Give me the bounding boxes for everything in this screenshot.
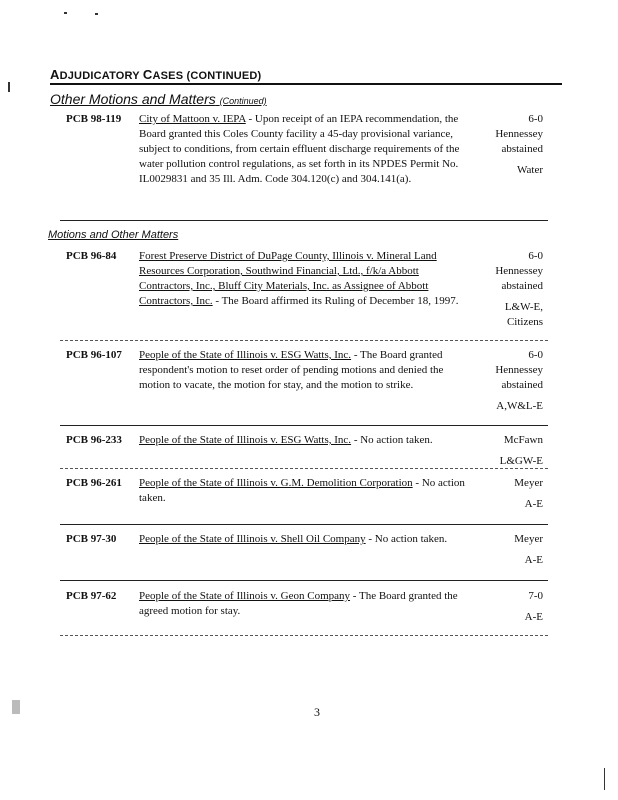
- vote-count: 7-0: [528, 590, 543, 602]
- section-heading: [50, 67, 261, 82]
- case-number: PCB 96-261: [66, 477, 122, 489]
- subsection-note: (Continued): [219, 96, 267, 106]
- case-category: Water: [517, 164, 543, 176]
- case-action: - Upon receipt of an IEPA recommendation, the Board granted this Coles County facility a 45-day provisional variance, subject to conditions, from certain effluent discharge requirements of the water pollution control regulations, as set forth in its NPDES Permit No. IL0029831 and 35 Ill. Adm. Code 304.120(c) and 304.141(a).: [139, 113, 460, 185]
- case-parties: People of the State of Illinois v. Geon Company: [139, 590, 351, 602]
- case-vote: [453, 433, 543, 469]
- subsection-heading-motions-other: Motions and Other Matters: [48, 229, 179, 241]
- case-number: PCB 96-107: [66, 349, 122, 361]
- row-divider: [60, 220, 548, 221]
- case-vote: [453, 589, 543, 625]
- case-category: A,W&L-E: [496, 400, 543, 412]
- case-vote: [453, 249, 543, 330]
- case-parties: City of Mattoon v. IEPA: [139, 113, 246, 125]
- subsection-heading-other-motions: [50, 91, 267, 107]
- case-vote: [453, 476, 543, 512]
- case-action: - The Board granted the agreed motion for stay.: [139, 590, 458, 617]
- case-action: - No action taken.: [365, 533, 448, 545]
- vote-count: McFawn: [503, 434, 543, 446]
- heading-suffix: (CONTINUED): [186, 70, 262, 82]
- case-action: - No action taken.: [351, 434, 433, 446]
- subsection-title: Other Motions and Matters: [50, 91, 216, 107]
- row-divider: [60, 635, 548, 636]
- vote-count: 6-0: [528, 250, 543, 262]
- case-category: A-E: [524, 498, 543, 510]
- vote-count: Meyer: [514, 533, 543, 545]
- case-vote: [453, 112, 543, 178]
- scan-speck: [64, 12, 67, 14]
- case-parties: People of the State of Illinois v. ESG Watts, Inc.: [139, 434, 352, 446]
- vote-member: Hennessey: [495, 364, 543, 376]
- page-number: 3: [314, 705, 320, 719]
- case-description: [139, 112, 469, 187]
- scan-speck: [8, 82, 10, 92]
- heading-rule: [50, 83, 562, 85]
- vote-count: 6-0: [528, 113, 543, 125]
- case-number: PCB 97-62: [66, 590, 117, 602]
- case-parties: Forest Preserve District of DuPage County, Illinois v. Mineral Land Resources Corporation, Southwind Financial, Ltd., f/k/a Abbott Contractors, Inc., Bluff City Materials, Inc. as Assignee of Abbott Contractors, Inc.: [139, 250, 437, 307]
- row-divider: [60, 580, 548, 581]
- case-vote: [453, 348, 543, 414]
- vote-member: Hennessey: [495, 128, 543, 140]
- case-category: A-E: [524, 554, 543, 566]
- case-description: [139, 433, 469, 448]
- vote-count: 6-0: [528, 349, 543, 361]
- case-number: PCB 97-30: [66, 533, 117, 545]
- case-category: L&GW-E: [499, 455, 543, 467]
- case-number: PCB 98-119: [66, 113, 122, 125]
- row-divider: [60, 425, 548, 426]
- case-category: L&W-E,: [504, 301, 543, 313]
- case-action: - The Board affirmed its Ruling of December 18, 1997.: [212, 295, 459, 307]
- scan-speck: [95, 13, 98, 15]
- case-parties: People of the State of Illinois v. ESG Watts, Inc.: [139, 349, 352, 361]
- case-category-2: Citizens: [506, 316, 543, 328]
- vote-note: abstained: [501, 379, 543, 391]
- scan-speck: [12, 700, 20, 714]
- case-description: [139, 589, 469, 619]
- vote-count: Meyer: [514, 477, 543, 489]
- heading-word-2: ASES: [152, 70, 187, 82]
- row-divider: [60, 340, 548, 341]
- case-parties: People of the State of Illinois v. Shell Oil Company: [139, 533, 366, 545]
- heading-initial-c: C: [142, 67, 153, 82]
- case-description: [139, 532, 469, 547]
- case-action: - No action taken.: [139, 477, 465, 504]
- case-action: - The Board granted respondent's motion to reset order of pending motions and denied the motion to vacate, the motion for stay, and the motion to strike.: [139, 349, 444, 391]
- heading-word-1: DJUDICATORY: [59, 70, 143, 82]
- case-number: PCB 96-84: [66, 250, 117, 262]
- case-number: PCB 96-233: [66, 434, 122, 446]
- row-divider: [60, 468, 548, 469]
- heading-initial-a: A: [50, 67, 60, 82]
- case-vote: [453, 532, 543, 568]
- vote-member: Hennessey: [495, 265, 543, 277]
- case-description: [139, 476, 469, 506]
- case-category: A-E: [524, 611, 543, 623]
- case-parties: People of the State of Illinois v. G.M. Demolition Corporation: [139, 477, 413, 489]
- vote-note: abstained: [501, 280, 543, 292]
- vote-note: abstained: [501, 143, 543, 155]
- row-divider: [60, 524, 548, 525]
- scan-speck: [604, 768, 605, 790]
- case-description: [139, 249, 469, 309]
- case-description: [139, 348, 469, 393]
